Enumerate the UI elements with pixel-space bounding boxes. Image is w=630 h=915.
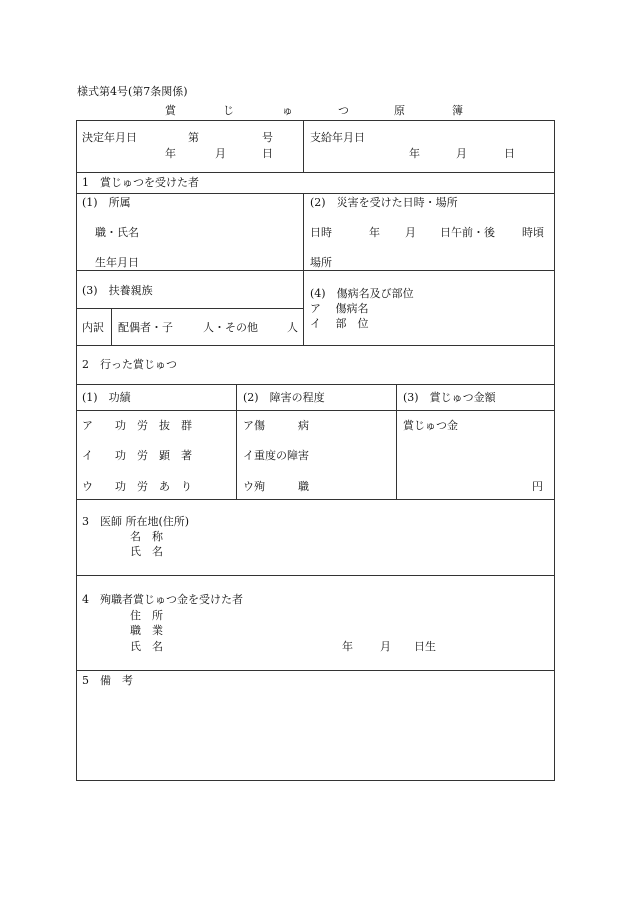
recipient-birth-month: 月 xyxy=(380,640,391,653)
rule xyxy=(76,345,555,346)
degree-option-a: ア傷 病 xyxy=(243,419,309,432)
section-4-heading: 4 殉職者賞じゅつ金を受けた者 xyxy=(82,593,243,606)
affiliation-label: (1) 所属 xyxy=(82,196,131,209)
recipient-name-label: 氏 名 xyxy=(130,640,163,653)
datetime-label: 日時 xyxy=(310,226,332,239)
recipient-address-label: 住 所 xyxy=(130,609,163,622)
disaster-ampm: 日午前・後 xyxy=(440,226,495,239)
decision-date-label: 決定年月日 xyxy=(82,131,137,144)
merit-option-a: ア 功 労 抜 群 xyxy=(82,419,192,432)
degree-option-b: イ重度の障害 xyxy=(243,449,309,462)
rule xyxy=(396,384,397,499)
rule xyxy=(76,410,555,411)
recipient-birth-day: 日生 xyxy=(414,640,436,653)
dependents-label: (3) 扶養親族 xyxy=(82,284,153,297)
recipient-occupation-label: 職 業 xyxy=(130,624,163,637)
rule xyxy=(76,384,555,385)
breakdown-label: 内訳 xyxy=(82,321,104,334)
spouse-child-label: 配偶者・子 xyxy=(118,321,173,334)
rule xyxy=(111,308,112,345)
rule xyxy=(76,270,555,271)
rule xyxy=(76,575,555,576)
amount-label: (3) 賞じゅつ金額 xyxy=(403,391,496,404)
place-label: 場所 xyxy=(310,256,332,269)
payment-month: 月 xyxy=(456,147,467,160)
rule xyxy=(303,120,304,172)
section-1-heading: 1 賞じゅつを受けた者 xyxy=(82,176,199,189)
injury-name-label: ア 傷病名 xyxy=(310,302,369,315)
rule xyxy=(236,384,237,499)
merit-label: (1) 功績 xyxy=(82,391,131,404)
number-prefix: 第 xyxy=(188,131,199,144)
merit-option-b: イ 功 労 顕 著 xyxy=(82,449,192,462)
decision-year: 年 xyxy=(165,147,176,160)
award-money-label: 賞じゅつ金 xyxy=(403,419,458,432)
form-number: 様式第4号(第7条関係) xyxy=(77,85,188,98)
rule xyxy=(76,670,555,671)
rule xyxy=(76,172,555,173)
rule xyxy=(76,193,555,194)
title-char: じ xyxy=(223,104,234,117)
section-5-heading: 5 備 考 xyxy=(82,674,133,687)
title-char: ゅ xyxy=(282,104,293,117)
yen-unit: 円 xyxy=(532,480,543,493)
title-char: つ xyxy=(338,104,349,117)
rule xyxy=(76,499,555,500)
degree-label: (2) 障害の程度 xyxy=(243,391,325,404)
title-char: 原 xyxy=(394,104,405,117)
doctor-org-name-label: 名 称 xyxy=(130,530,163,543)
title-char: 簿 xyxy=(452,104,463,117)
job-name-label: 職・氏名 xyxy=(95,226,139,239)
birth-date-label: 生年月日 xyxy=(95,256,139,269)
payment-year: 年 xyxy=(409,147,420,160)
doctor-name-label: 氏 名 xyxy=(130,545,163,558)
disaster-month: 月 xyxy=(405,226,416,239)
section-3-heading: 3 医師 所在地(住所) xyxy=(82,515,190,528)
other-label: 人・その他 xyxy=(203,321,258,334)
rule xyxy=(303,193,304,345)
injury-label: (4) 傷病名及び部位 xyxy=(310,287,414,300)
degree-option-c: ウ殉 職 xyxy=(243,480,309,493)
disaster-year: 年 xyxy=(369,226,380,239)
disaster-hour: 時頃 xyxy=(522,226,544,239)
payment-date-label: 支給年月日 xyxy=(310,131,365,144)
merit-option-c: ウ 功 労 あ り xyxy=(82,480,192,493)
title-char: 賞 xyxy=(165,104,176,117)
disaster-label: (2) 災害を受けた日時・場所 xyxy=(310,196,458,209)
injury-part-label: イ 部 位 xyxy=(310,317,369,330)
recipient-birth-year: 年 xyxy=(342,640,353,653)
person-count-label: 人 xyxy=(287,321,298,334)
decision-day: 日 xyxy=(262,147,273,160)
payment-day: 日 xyxy=(504,147,515,160)
section-2-heading: 2 行った賞じゅつ xyxy=(82,358,177,371)
decision-month: 月 xyxy=(215,147,226,160)
number-suffix: 号 xyxy=(262,131,273,144)
